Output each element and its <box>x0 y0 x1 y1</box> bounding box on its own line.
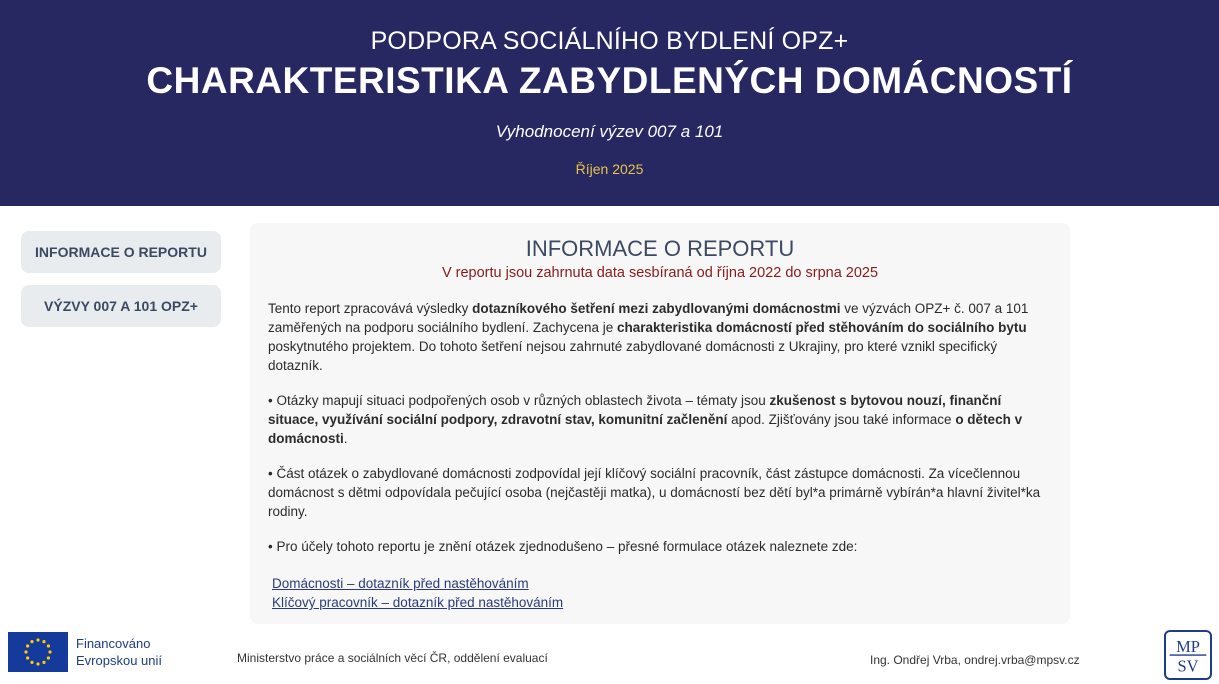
eu-star <box>36 662 39 665</box>
eu-star <box>36 638 39 641</box>
footer-ministry: Ministerstvo práce a sociálních věcí ČR, oddělení evaluací <box>237 651 548 665</box>
paragraph-questions: • Pro účely tohoto reportu je znění otázek zjednodušeno – přesné formulace otázek naleznete zde: <box>268 539 858 554</box>
footer-contact: Ing. Ondřej Vrba, ondrej.vrba@mpsv.cz <box>870 653 1080 667</box>
paragraph-topics: • Otázky mapují situaci podpořených osob v různých oblastech života – tématy jsou zkušenost s bytovou nouzí, finanční situace, využívání sociální podpory, zdravotní stav, komunitní začlenění apod. Zjišťovány jsou také informace o dětech v domácnosti. <box>268 393 1023 446</box>
info-panel <box>250 223 1070 624</box>
eu-star <box>26 644 29 647</box>
link-households-questionnaire[interactable]: Domácnosti – dotazník před nastěhováním <box>272 576 529 591</box>
questionnaire-links <box>272 574 563 612</box>
eu-star <box>30 640 33 643</box>
eu-star <box>30 661 33 664</box>
svg-text:SV: SV <box>1177 656 1199 676</box>
panel-title: INFORMACE O REPORTU <box>525 236 795 261</box>
nav-button-informace[interactable]: INFORMACE O REPORTU <box>21 231 221 273</box>
link-worker-questionnaire[interactable]: Klíčový pracovník – dotazník před nastěhováním <box>272 595 564 610</box>
eu-star <box>47 644 50 647</box>
header-evaluation: Vyhodnocení výzev 007 a 101 <box>495 122 724 141</box>
header-date: Říjen 2025 <box>575 161 644 177</box>
panel-body <box>268 299 1042 572</box>
eu-funding-text: Financováno Evropskou unií <box>76 636 162 668</box>
eu-star <box>42 661 45 664</box>
paragraph-respondents: • Část otázek o zabydlované domácnosti zodpovídal její klíčový sociální pracovník, část zástupce domácnosti. Za vícečlennou domácnost s dětmi odpovídala pečující osoba (nejčastěji matka), u domácností bez dětí byl*a primárně vybírán*a hlavní živitel*ka rodiny. <box>268 466 1041 519</box>
eu-star <box>24 650 27 653</box>
mpsv-logo <box>1164 630 1212 680</box>
eu-star <box>48 650 51 653</box>
eu-star <box>47 656 50 659</box>
header-program-title: PODPORA SOCIÁLNÍHO BYDLENÍ OPZ+ <box>370 27 849 55</box>
report-header <box>0 0 1219 206</box>
paragraph-intro: Tento report zpracovává výsledky dotazníkového šetření mezi zabydlovanými domácnostmi ve výzvách OPZ+ č. 007 a 101 zaměřených na podporu sociálního bydlení. Zachycena je charakteristika domácností před stěhováním do sociálního bytu poskytnutého projektem. Do tohoto šetření nejsou zahrnuté zabydlované domácnosti z Ukrajiny, pro které vznikl specifický dotazník. <box>268 301 1029 373</box>
page-title: CHARAKTERISTIKA ZABYDLENÝCH DOMÁCNOSTÍ <box>146 60 1073 101</box>
svg-text:MP: MP <box>1176 637 1200 657</box>
eu-star <box>26 656 29 659</box>
nav-button-vyzvy[interactable]: VÝZVY 007 A 101 OPZ+ <box>21 285 221 327</box>
eu-flag-icon <box>8 632 68 672</box>
eu-star <box>42 640 45 643</box>
panel-subtitle: V reportu jsou zahrnuta data sesbíraná od října 2022 do srpna 2025 <box>441 265 879 281</box>
